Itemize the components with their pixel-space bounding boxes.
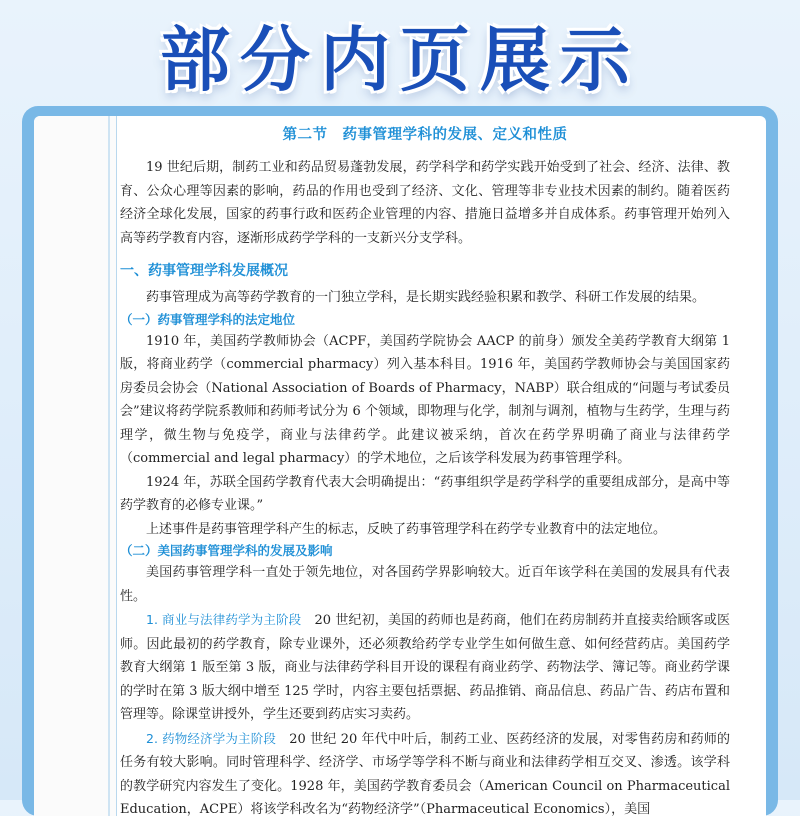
subheading-1: （一）药事管理学科的法定地位 (120, 310, 730, 330)
stage-2-text: 20 世纪 20 年代中叶后，制药工业、医药经济的发展，对零售药房和药师的任务有较大影响。同时管理科学、经济学、市场学等学科不断与商业和法律药学相互交叉、渗透。该学科的教学研究内容发生了变化。1928 年，美国药学教育委员会（American Council on Pharmaceutical Education，ACPE）将该学科改名为“药物经济学”（Pharmaceutical Economics），美国 (120, 732, 730, 816)
stage-1-text: 20 世纪初，美国的药师也是药商，他们在药房制药并直接卖给顾客或医师。因此最初的药学教育，除专业课外，还必须教给药学专业学生如何做生意、如何经营药店。美国药学教育大纲第 1 版至第 3 版，商业与法律药学科目开设的课程有商业药学、药物法学、簿记等。商业药学课的学时在第 3 版大纲中增至 125 学时，内容主要包括票据、药品推销、商品信息、药品广告、药店布置和管理等。除课堂讲授外，学生还要到药店实习卖药。 (120, 613, 730, 722)
section-title: 第二节 药事管理学科的发展、定义和性质 (120, 124, 730, 146)
stage-2-title: 2. 药物经济学为主阶段 (146, 731, 276, 746)
stage-1-paragraph (120, 608, 730, 727)
intro-paragraph: 19 世纪后期，制药工业和药品贸易蓬勃发展，药学科学和药学实践开始受到了社会、经济、法律、教育、公众心理等因素的影响，药品的作用也受到了经济、文化、管理等非专业技术因素的制约。随着医药经济全球化发展，国家的药事行政和医药企业管理的内容、措施日益增多并自成体系。药事管理开始列入高等药学教育内容，逐渐形成药学学科的一支新兴分支学科。 (120, 156, 730, 250)
page-margin-strip (34, 116, 117, 816)
stage-1-title: 1. 商业与法律药学为主阶段 (146, 612, 301, 627)
heading-1: 一、药事管理学科发展概况 (120, 260, 730, 282)
banner-title: 部分内页展示 (160, 4, 640, 105)
subheading-2: （二）美国药事管理学科的发展及影响 (120, 541, 730, 561)
book-page (34, 116, 766, 816)
sub1-paragraph-2: 1924 年，苏联全国药学教育代表大会明确提出：“药事组织学是药学科学的重要组成部分，是高中等药学教育的必修专业课。” (120, 471, 730, 518)
heading-1-paragraph: 药事管理成为高等药学教育的一门独立学科，是长期实践经验积累和教学、科研工作发展的结果。 (120, 286, 730, 310)
stage-2-paragraph (120, 727, 730, 816)
page-content (120, 116, 730, 816)
sub2-paragraph-1: 美国药事管理学科一直处于领先地位，对各国药学界影响较大。近百年该学科在美国的发展具有代表性。 (120, 561, 730, 608)
sub1-paragraph-1: 1910 年，美国药学教师协会（ACPF，美国药学院协会 AACP 的前身）颁发全美药学教育大纲第 1 版，将商业药学（commercial pharmacy）列入基本科目。1916 年，美国药学教师协会与美国国家药房委员会协会（National Association of Boards of Pharmacy，NABP）联合组成的“问题与考试委员会”建议将药学院系教师和药师考试分为 6 个领域，即物理与化学，制剂与调剂，植物与生药学，生理与药理学，微生物与免疫学，商业与法律药学。此建议被采纳，首次在药学界明确了商业与法律药学（commercial and legal pharmacy）的学术地位，之后该学科发展为药事管理学科。 (120, 330, 730, 471)
banner (0, 0, 800, 108)
sub1-paragraph-3: 上述事件是药事管理学科产生的标志，反映了药事管理学科在药学专业教育中的法定地位。 (120, 518, 730, 542)
